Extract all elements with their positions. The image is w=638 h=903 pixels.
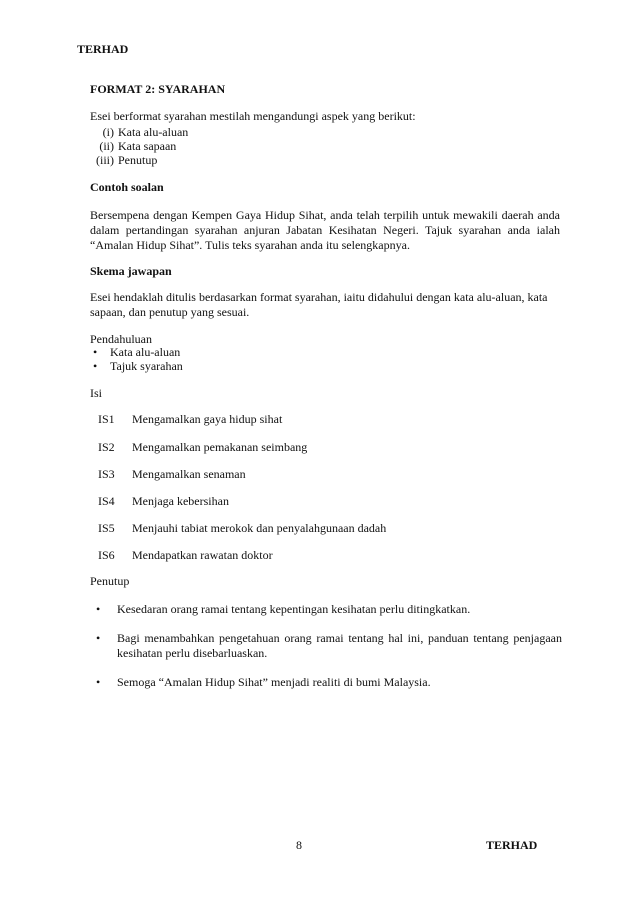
intro-section-title: Pendahuluan: [90, 332, 152, 346]
aspect-item: Kata sapaan: [118, 139, 177, 153]
aspect-number: (ii): [99, 139, 114, 153]
bullet-icon: •: [96, 602, 101, 616]
question-text: Bersempena dengan Kempen Gaya Hidup Sihat, anda telah terpilih untuk mewakili daerah anda dalam pertandingan syarahan anjuran Jabatan Kesihatan Negeri. Tajuk syarahan anda ialah “Amalan Hidup Sihat”. Tulis teks syarahan anda itu selengkapnya.: [90, 208, 560, 252]
aspect-item: Kata alu-aluan: [118, 125, 189, 139]
content-code: IS4: [98, 494, 115, 508]
question-heading: Contoh soalan: [90, 180, 164, 194]
content-item: Menjauhi tabiat merokok dan penyalahgunaan dadah: [132, 521, 387, 535]
intro-text: Esei berformat syarahan mestilah mengandungi aspek yang berikut:: [90, 109, 416, 123]
page-number: 8: [296, 838, 302, 852]
content-item: Mengamalkan senaman: [132, 467, 246, 481]
closing-item: Bagi menambahkan pengetahuan orang ramai tentang hal ini, panduan tentang penjagaan kesihatan perlu disebarluaskan.: [117, 631, 562, 660]
content-item: Menjaga kebersihan: [132, 494, 229, 508]
content-item: Mengamalkan pemakanan seimbang: [132, 440, 308, 454]
aspect-number: (i): [102, 125, 114, 139]
content-item: Mengamalkan gaya hidup sihat: [132, 412, 283, 426]
content-code: IS5: [98, 521, 115, 535]
format-title: FORMAT 2: SYARAHAN: [90, 82, 226, 96]
closing-item: Semoga “Amalan Hidup Sihat” menjadi realiti di bumi Malaysia.: [117, 675, 431, 689]
closing-item: Kesedaran orang ramai tentang kepentingan kesihatan perlu ditingkatkan.: [117, 602, 471, 616]
content-code: IS2: [98, 440, 115, 454]
bullet-icon: •: [93, 359, 98, 373]
bullet-icon: •: [96, 631, 101, 645]
bullet-icon: •: [96, 675, 101, 689]
intro-item: Tajuk syarahan: [110, 359, 183, 373]
aspect-item: Penutup: [118, 153, 158, 167]
intro-item: Kata alu-aluan: [110, 345, 181, 359]
scheme-heading: Skema jawapan: [90, 264, 172, 278]
bullet-icon: •: [93, 345, 98, 359]
content-code: IS6: [98, 548, 115, 562]
content-section-title: Isi: [90, 386, 102, 400]
content-item: Mendapatkan rawatan doktor: [132, 548, 273, 562]
content-code: IS1: [98, 412, 115, 426]
closing-section-title: Penutup: [90, 574, 130, 588]
content-code: IS3: [98, 467, 115, 481]
footer-classification: TERHAD: [486, 838, 538, 852]
scheme-text: Esei hendaklah ditulis berdasarkan format syarahan, iaitu didahului dengan kata alu-aluan, kata sapaan, dan penutup yang sesuai.: [90, 290, 548, 319]
header-classification: TERHAD: [77, 42, 129, 56]
aspect-number: (iii): [96, 153, 114, 167]
